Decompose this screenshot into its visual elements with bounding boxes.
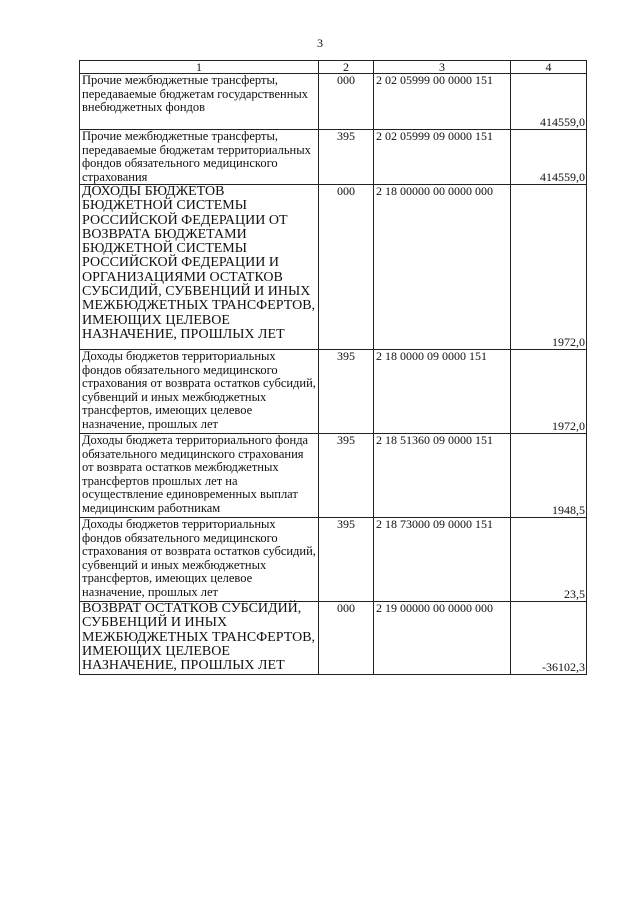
row-sum-value: 1972,0 [552,334,585,349]
budget-table [79,60,587,675]
row-admin-code: 000 [319,74,374,130]
row-budget-code: 2 18 51360 09 0000 151 [374,434,511,518]
row-admin-code: 395 [319,130,374,185]
row-sum-value: 1972,0 [552,418,585,433]
row-sum [511,602,587,675]
row-budget-code: 2 19 00000 00 0000 000 [374,602,511,675]
row-admin-code: 000 [319,602,374,675]
table-row [80,518,587,602]
row-budget-code: 2 18 00000 00 0000 000 [374,185,511,350]
column-header-3: 3 [374,61,511,74]
table-row [80,434,587,518]
row-sum-value: -36102,3 [542,659,585,674]
row-budget-code: 2 02 05999 00 0000 151 [374,74,511,130]
row-sum [511,518,587,602]
row-sum [511,185,587,350]
table-row [80,130,587,185]
row-admin-code: 395 [319,350,374,434]
column-header-4: 4 [511,61,587,74]
table-row [80,350,587,434]
row-sum [511,130,587,185]
table-row [80,74,587,130]
row-admin-code: 000 [319,185,374,350]
row-sum [511,434,587,518]
row-name: Доходы бюджетов территориальных фондов обязательного медицинского страхования от возврата остатков субсидий, субвенций и иных межбюджетных трансфертов, имеющих целевое назначение, прошлых лет [80,350,319,434]
table-header-row [80,61,587,74]
row-name: Прочие межбюджетные трансферты, передаваемые бюджетам территориальных фондов обязательного медицинского страхования [80,130,319,185]
row-name: Прочие межбюджетные трансферты, передаваемые бюджетам государственных внебюджетных фондов [80,74,319,130]
row-admin-code: 395 [319,518,374,602]
row-name: Доходы бюджетов территориальных фондов обязательного медицинского страхования от возврата остатков субсидий, субвенций и иных межбюджетных трансфертов, имеющих целевое назначение, прошлых лет [80,518,319,602]
column-header-1: 1 [80,61,319,74]
row-sum-value: 414559,0 [540,169,585,184]
row-budget-code: 2 18 73000 09 0000 151 [374,518,511,602]
page-number: 3 [317,36,323,50]
row-budget-code: 2 02 05999 09 0000 151 [374,130,511,185]
row-name: ДОХОДЫ БЮДЖЕТОВ БЮДЖЕТНОЙ СИСТЕМЫ РОССИЙСКОЙ ФЕДЕРАЦИИ ОТ ВОЗВРАТА БЮДЖЕТАМИ БЮДЖЕТНОЙ СИСТЕМЫ РОССИЙСКОЙ ФЕДЕРАЦИИ И ОРГАНИЗАЦИЯМИ ОСТАТКОВ СУБСИДИЙ, СУБВЕНЦИЙ И ИНЫХ МЕЖБЮДЖЕТНЫХ ТРАНСФЕРТОВ, ИМЕЮЩИХ ЦЕЛЕВОЕ НАЗНАЧЕНИЕ, ПРОШЛЫХ ЛЕТ [80,185,319,350]
table-row [80,185,587,350]
row-sum-value: 414559,0 [540,114,585,129]
row-sum-value: 1948,5 [552,502,585,517]
column-header-2: 2 [319,61,374,74]
row-sum-value: 23,5 [564,586,585,601]
table-row [80,602,587,675]
row-sum [511,74,587,130]
row-admin-code: 395 [319,434,374,518]
row-sum [511,350,587,434]
row-budget-code: 2 18 0000 09 0000 151 [374,350,511,434]
row-name: Доходы бюджета территориального фонда обязательного медицинского страхования от возврата остатков межбюджетных трансфертов прошлых лет на осуществление единовременных выплат медицинским работникам [80,434,319,518]
row-name: ВОЗВРАТ ОСТАТКОВ СУБСИДИЙ, СУБВЕНЦИЙ И ИНЫХ МЕЖБЮДЖЕТНЫХ ТРАНСФЕРТОВ, ИМЕЮЩИХ ЦЕЛЕВОЕ НАЗНАЧЕНИЕ, ПРОШЛЫХ ЛЕТ [80,602,319,675]
